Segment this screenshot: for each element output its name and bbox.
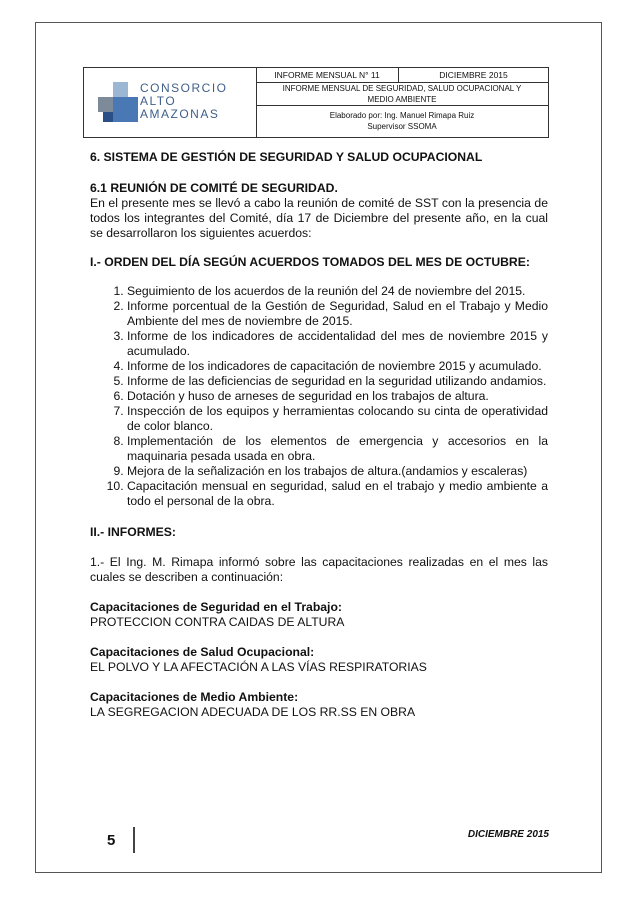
report-date: DICIEMBRE 2015 xyxy=(439,70,508,80)
reports-title: II.- INFORMES: xyxy=(90,525,176,539)
logo-squares-icon xyxy=(98,82,138,124)
list-item: 10. Capacitación mensual en seguridad, salud en el trabajo y medio ambiente a todo el personal de la obra. xyxy=(127,479,548,509)
page-number: 5 xyxy=(107,832,116,849)
report-title-line-2: MEDIO AMBIENTE xyxy=(367,95,437,104)
report-header-table xyxy=(83,67,549,138)
list-item: 5. Informe de las deficiencias de seguridad en la seguridad utilizando andamios. xyxy=(127,374,548,389)
training-label: Capacitaciones de Salud Ocupacional: xyxy=(90,645,315,659)
list-item: 2. Informe porcentual de la Gestión de Seguridad, Salud en el Trabajo y Medio Ambiente del mes de noviembre de 2015. xyxy=(127,299,548,329)
list-item: 1. Seguimiento de los acuerdos de la reunión del 24 de noviembre del 2015. xyxy=(127,284,548,299)
list-item: 9. Mejora de la señalización en los trabajos de altura.(andamios y escaleras) xyxy=(127,464,548,479)
training-value: EL POLVO Y LA AFECTACIÓN A LAS VÍAS RESPIRATORIAS xyxy=(90,660,427,674)
training-safety xyxy=(90,600,548,630)
reports-intro: 1.- El Ing. M. Rimapa informó sobre las capacitaciones realizadas en el mes las cuales se describen a continuación: xyxy=(90,555,548,584)
prepared-by: Elaborado por: Ing. Manuel Rimapa Ruiz xyxy=(329,111,475,120)
list-item: 8. Implementación de los elementos de emergencia y accesorios en la maquinaria pesada usada en obra. xyxy=(127,434,548,464)
training-value: PROTECCION CONTRA CAIDAS DE ALTURA xyxy=(90,615,345,629)
training-label: Capacitaciones de Medio Ambiente: xyxy=(90,690,299,704)
agenda-title: I.- ORDEN DEL DÍA SEGÚN ACUERDOS TOMADOS DEL MES DE OCTUBRE: xyxy=(90,255,530,269)
agenda-list xyxy=(90,284,548,509)
list-item: 4. Informe de los indicadores de capacitación de noviembre 2015 y acumulado. xyxy=(127,359,548,374)
logo-line-2: ALTO xyxy=(140,94,177,108)
footer-divider xyxy=(133,827,135,853)
list-item: 6. Dotación y huso de arneses de seguridad en los trabajos de altura. xyxy=(127,389,548,404)
training-value: LA SEGREGACION ADECUADA DE LOS RR.SS EN OBRA xyxy=(90,705,416,719)
footer-date: DICIEMBRE 2015 xyxy=(467,829,549,840)
training-environment xyxy=(90,690,548,720)
report-title-line-1: INFORME MENSUAL DE SEGURIDAD, SALUD OCUPACIONAL Y xyxy=(282,84,522,93)
prepared-by-block xyxy=(256,106,548,137)
company-logo xyxy=(84,68,257,137)
training-health xyxy=(90,645,548,675)
report-title xyxy=(256,83,548,106)
report-number: INFORME MENSUAL N° 11 xyxy=(256,68,399,82)
training-label: Capacitaciones de Seguridad en el Trabajo: xyxy=(90,600,342,614)
logo-line-3: AMAZONAS xyxy=(140,107,220,121)
list-item: 3. Informe de los indicadores de accidentalidad del mes de noviembre 2015 y acumulado. xyxy=(127,329,548,359)
intro-paragraph: En el presente mes se llevó a cabo la reunión de comité de SST con la presencia de todos los integrantes del Comité, día 17 de Diciembre del presente año, en la cual se desarrollaron los siguientes acuerdos: xyxy=(90,196,548,240)
prepared-role: Supervisor SSOMA xyxy=(367,122,437,131)
logo-line-1: CONSORCIO xyxy=(140,81,228,95)
document-body xyxy=(90,150,548,720)
section-title: 6. SISTEMA DE GESTIÓN DE SEGURIDAD Y SALUD OCUPACIONAL xyxy=(90,150,483,164)
logo-text xyxy=(140,82,228,121)
list-item: 7. Inspección de los equipos y herramientas colocando su cinta de operatividad de color blanco. xyxy=(127,404,548,434)
subsection-title: 6.1 REUNIÓN DE COMITÉ DE SEGURIDAD. xyxy=(90,181,338,195)
